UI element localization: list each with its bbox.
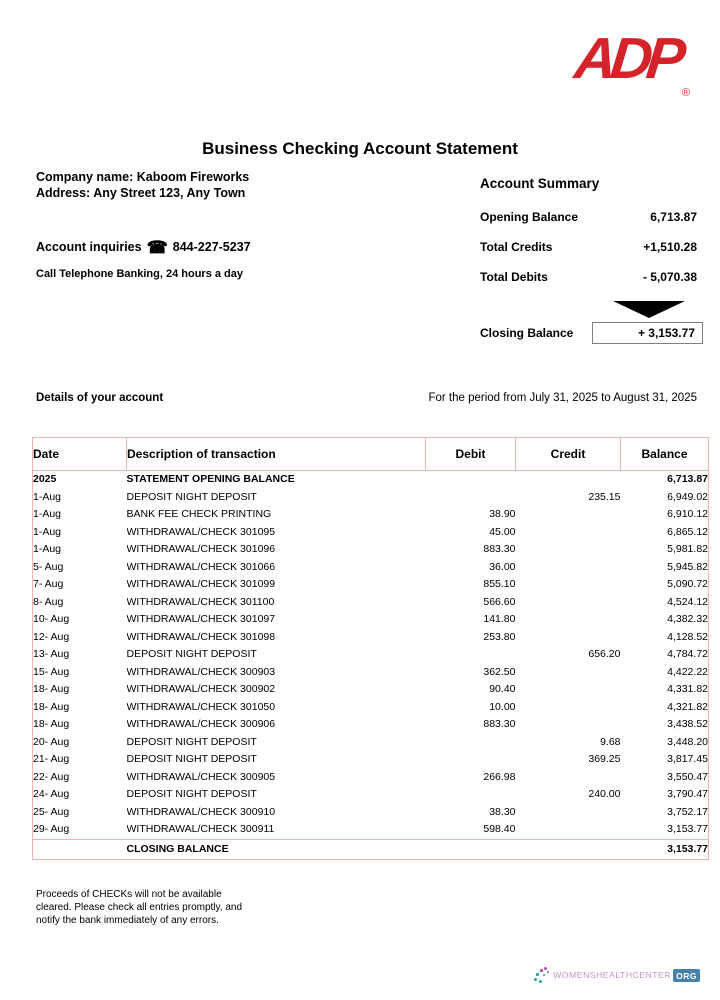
cell-description: DEPOSIT NIGHT DEPOSIT (126, 788, 257, 800)
cell-credit (516, 576, 621, 594)
column-header-date: Date (33, 438, 127, 471)
column-header-description: Description of transaction (127, 438, 426, 471)
transaction-row (33, 541, 709, 559)
adp-logo (572, 26, 690, 99)
cell-credit (516, 664, 621, 682)
statement-period: For the period from July 31, 2025 to August 31, 2025 (428, 392, 697, 404)
watermark-tld-badge: ORG (673, 969, 700, 982)
cell-description: DEPOSIT NIGHT DEPOSIT (126, 648, 257, 660)
cell-credit: 9.68 (600, 735, 621, 748)
transaction-row (33, 489, 709, 507)
cell-date: 29- Aug (33, 823, 70, 835)
transaction-row (33, 559, 709, 577)
cell-balance: 4,331.82 (667, 683, 708, 695)
cell-date: 21- Aug (33, 753, 70, 765)
closing-balance-summary (480, 322, 703, 344)
cell-description: STATEMENT OPENING BALANCE (126, 473, 295, 485)
page-title: Business Checking Account Statement (202, 139, 518, 158)
phone-icon: ☎ (146, 238, 168, 257)
cell-credit (516, 839, 621, 859)
transaction-row (33, 716, 709, 734)
cell-description: WITHDRAWAL/CHECK 301050 (126, 700, 276, 713)
account-summary (480, 176, 703, 344)
cell-balance: 6,910.12 (667, 508, 708, 520)
cell-credit (516, 611, 621, 629)
details-line (36, 392, 697, 404)
adp-logo-text: ADP (572, 26, 684, 91)
cell-debit: 566.60 (483, 595, 516, 608)
account-inquiries-label: Account inquiries (36, 240, 142, 254)
contact-info (36, 238, 251, 280)
cell-debit (426, 751, 516, 769)
cell-date (33, 839, 127, 859)
details-heading: Details of your account (36, 392, 164, 404)
cell-date: 24- Aug (33, 788, 70, 800)
opening-balance-label: Opening Balance (480, 210, 579, 224)
cell-date: 15- Aug (33, 665, 70, 678)
cell-date: 8- Aug (33, 595, 64, 608)
cell-description: CLOSING BALANCE (127, 839, 426, 859)
registered-trademark-icon: ® (681, 87, 690, 99)
transactions-body (33, 471, 709, 860)
cell-credit (516, 681, 621, 699)
cell-debit: 253.80 (483, 630, 516, 643)
cell-date: 18- Aug (33, 700, 70, 713)
column-header-balance: Balance (621, 438, 709, 471)
cell-description: WITHDRAWAL/CHECK 300906 (126, 718, 276, 730)
transaction-row (33, 769, 709, 787)
cell-credit (516, 594, 621, 612)
closing-row (33, 839, 709, 859)
cell-date: 18- Aug (33, 718, 70, 730)
cell-credit (516, 506, 621, 524)
account-summary-title: Account Summary (480, 176, 600, 191)
cell-balance: 3,448.20 (667, 735, 708, 748)
cell-credit (516, 629, 621, 647)
cell-credit (516, 821, 621, 839)
cell-description: WITHDRAWAL/CHECK 301097 (126, 613, 276, 625)
cell-date: 25- Aug (33, 805, 70, 818)
closing-balance-label: Closing Balance (480, 326, 574, 340)
cell-debit: 38.90 (489, 508, 516, 520)
transaction-row (33, 646, 709, 664)
cell-balance: 3,752.17 (667, 805, 708, 818)
cell-credit (516, 804, 621, 822)
cell-date: 18- Aug (33, 683, 70, 695)
cell-balance: 3,550.47 (667, 770, 708, 783)
total-debits-value: - 5,070.38 (642, 270, 697, 284)
cell-date: 2025 (33, 473, 57, 485)
transaction-row (33, 681, 709, 699)
cell-balance: 4,524.12 (667, 595, 708, 608)
closing-balance-box: + 3,153.77 (592, 322, 703, 344)
cell-description: WITHDRAWAL/CHECK 301096 (126, 543, 276, 555)
total-debits-label: Total Debits (480, 270, 548, 284)
watermark-logo-dots (533, 966, 551, 984)
transaction-row (33, 804, 709, 822)
transaction-row (33, 594, 709, 612)
cell-debit: 598.40 (483, 823, 516, 835)
total-credits-value: +1,510.28 (643, 240, 697, 254)
column-header-credit: Credit (516, 438, 621, 471)
cell-date: 7- Aug (33, 578, 64, 590)
footnote-line: notify the bank immediately of any errors. (36, 915, 219, 926)
transactions-table (32, 437, 709, 860)
total-credits-label: Total Credits (480, 240, 553, 254)
transaction-row (33, 506, 709, 524)
cell-debit: 855.10 (483, 578, 516, 590)
transaction-row (33, 786, 709, 804)
cell-credit (516, 716, 621, 734)
cell-date: 1-Aug (33, 490, 62, 503)
cell-description: DEPOSIT NIGHT DEPOSIT (126, 490, 257, 503)
transaction-row (33, 524, 709, 542)
cell-debit (426, 489, 516, 507)
cell-debit: 38.30 (489, 805, 516, 818)
cell-balance: 4,382.32 (667, 613, 708, 625)
cell-description: WITHDRAWAL/CHECK 301098 (126, 630, 276, 643)
opening-balance-row (33, 471, 709, 489)
company-name-line: Company name: Kaboom Fireworks (36, 170, 250, 184)
total-debits-summary (480, 271, 703, 283)
transaction-row (33, 699, 709, 717)
cell-description: DEPOSIT NIGHT DEPOSIT (126, 753, 257, 765)
cell-description: WITHDRAWAL/CHECK 301066 (126, 560, 276, 573)
transaction-row (33, 664, 709, 682)
cell-credit: 656.20 (588, 648, 621, 660)
cell-balance: 4,128.52 (667, 630, 708, 643)
cell-debit: 36.00 (489, 560, 516, 573)
cell-date: 1-Aug (33, 508, 62, 520)
cell-debit: 141.80 (483, 613, 516, 625)
transaction-row (33, 629, 709, 647)
watermark-site-text: WOMENSHEALTHCENTER (553, 970, 672, 980)
telephone-banking-line: Call Telephone Banking, 24 hours a day (36, 268, 244, 280)
cell-balance: 5,981.82 (667, 543, 708, 555)
transaction-row (33, 611, 709, 629)
footnote-line: cleared. Please check all entries promptly, and (36, 902, 243, 913)
cell-credit (516, 524, 621, 542)
phone-number: 844-227-5237 (172, 240, 251, 254)
column-header-debit: Debit (426, 438, 516, 471)
cell-debit: 362.50 (483, 665, 516, 678)
cell-date: 22- Aug (33, 770, 70, 783)
transaction-row (33, 576, 709, 594)
cell-debit (426, 734, 516, 752)
cell-debit: 90.40 (489, 683, 516, 695)
total-credits-summary (480, 241, 703, 253)
transaction-row (33, 734, 709, 752)
opening-balance-value: 6,713.87 (650, 210, 697, 224)
cell-balance: 6,713.87 (667, 473, 708, 485)
cell-date: 12- Aug (33, 630, 70, 643)
cell-balance: 4,422.22 (667, 665, 708, 678)
cell-balance: 3,790.47 (667, 788, 708, 800)
cell-balance: 6,949.02 (667, 490, 708, 503)
cell-debit: 10.00 (489, 700, 516, 713)
cell-debit (426, 471, 516, 489)
cell-credit (516, 471, 621, 489)
cell-description: WITHDRAWAL/CHECK 300903 (126, 665, 276, 678)
cell-date: 1-Aug (33, 525, 62, 538)
cell-date: 1-Aug (33, 543, 62, 555)
cell-description: WITHDRAWAL/CHECK 300910 (126, 805, 276, 818)
cell-credit (516, 559, 621, 577)
account-inquiries-line (36, 238, 251, 258)
cell-description: DEPOSIT NIGHT DEPOSIT (126, 735, 257, 748)
cell-balance: 3,153.77 (621, 839, 709, 859)
cell-credit: 235.15 (588, 490, 621, 503)
cell-debit: 266.98 (483, 770, 516, 783)
cell-description: WITHDRAWAL/CHECK 301100 (126, 595, 275, 608)
cell-debit: 883.30 (483, 543, 516, 555)
cell-description: WITHDRAWAL/CHECK 301099 (126, 578, 276, 590)
cell-date: 20- Aug (33, 735, 70, 748)
transaction-row (33, 821, 709, 839)
table-header (33, 438, 709, 471)
cell-balance: 3,438.52 (667, 718, 708, 730)
footnote (36, 888, 242, 927)
cell-debit (426, 646, 516, 664)
watermark (533, 966, 700, 984)
cell-balance: 3,153.77 (667, 823, 708, 835)
company-address-line: Address: Any Street 123, Any Town (36, 185, 246, 200)
cell-description: WITHDRAWAL/CHECK 300905 (126, 770, 276, 783)
cell-debit: 45.00 (489, 525, 516, 538)
cell-balance: 4,321.82 (667, 700, 708, 713)
cell-date: 13- Aug (33, 648, 70, 660)
cell-balance: 6,865.12 (667, 525, 708, 538)
cell-balance: 4,784.72 (667, 648, 708, 660)
cell-credit (516, 699, 621, 717)
cell-balance: 5,090.72 (667, 578, 708, 590)
cell-date: 5- Aug (33, 560, 64, 573)
table-header-row (33, 438, 709, 471)
opening-balance-summary (480, 211, 703, 223)
cell-credit: 240.00 (588, 788, 621, 800)
cell-debit (426, 839, 516, 859)
cell-description: WITHDRAWAL/CHECK 300902 (126, 683, 276, 695)
cell-description: WITHDRAWAL/CHECK 300911 (126, 823, 275, 835)
cell-description: BANK FEE CHECK PRINTING (126, 508, 272, 520)
cell-credit: 369.25 (588, 753, 621, 765)
transaction-row (33, 751, 709, 769)
cell-debit: 883.30 (483, 718, 516, 730)
footnote-line: Proceeds of CHECKs will not be available (36, 889, 222, 900)
cell-balance: 3,817.45 (667, 753, 708, 765)
cell-balance: 5,945.82 (667, 560, 708, 573)
cell-debit (426, 786, 516, 804)
company-info (36, 170, 249, 201)
arrow-down-icon (613, 301, 685, 318)
cell-description: WITHDRAWAL/CHECK 301095 (126, 525, 276, 538)
cell-credit (516, 769, 621, 787)
cell-credit (516, 541, 621, 559)
cell-date: 10- Aug (33, 613, 70, 625)
